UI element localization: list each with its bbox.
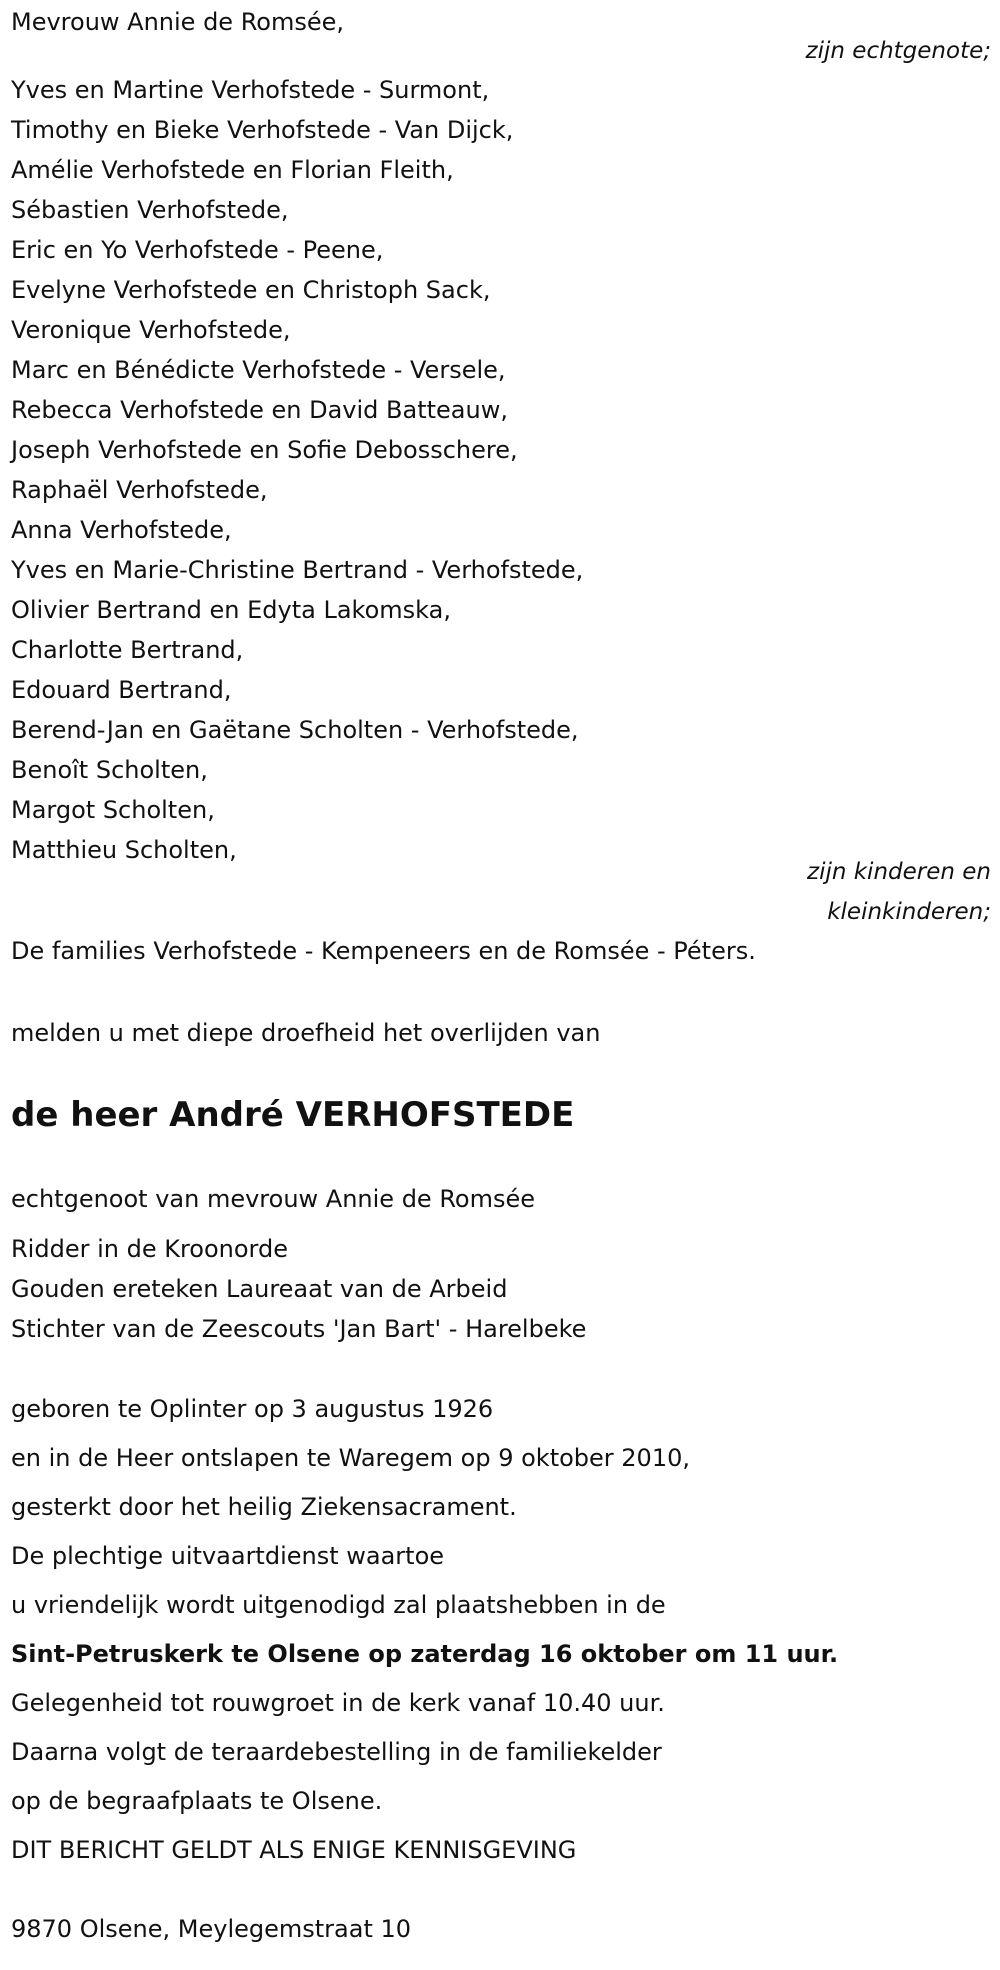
list-item: Amélie Verhofstede en Florian Fleith, — [11, 156, 454, 184]
list-item: Gelegenheid tot rouwgroet in de kerk vanaf 10.40 uur. — [11, 1689, 665, 1717]
address-line: 9870 Olsene, Meylegemstraat 10 — [11, 1915, 412, 1943]
list-item: Margot Scholten, — [11, 796, 215, 824]
list-item: Rebecca Verhofstede en David Batteauw, — [11, 396, 508, 424]
list-item: Veronique Verhofstede, — [11, 316, 291, 344]
list-item: Olivier Bertrand en Edyta Lakomska, — [11, 596, 451, 624]
list-item: Eric en Yo Verhofstede - Peene, — [11, 236, 384, 264]
list-item: Ridder in de Kroonorde — [11, 1235, 288, 1263]
list-item: Charlotte Bertrand, — [11, 636, 244, 664]
spouse-role: zijn echtgenote; — [805, 38, 991, 64]
spouse-of-line: echtgenoot van mevrouw Annie de Romsée — [11, 1185, 536, 1213]
list-item: op de begraafplaats te Olsene. — [11, 1787, 383, 1815]
list-item: DIT BERICHT GELDT ALS ENIGE KENNISGEVING — [11, 1836, 577, 1864]
list-item: Edouard Bertrand, — [11, 676, 232, 704]
list-item: Sébastien Verhofstede, — [11, 196, 289, 224]
list-item: gesterkt door het heilig Ziekensacrament. — [11, 1493, 517, 1521]
list-item: Yves en Marie-Christine Bertrand - Verhofstede, — [11, 556, 584, 584]
list-item: Stichter van de Zeescouts 'Jan Bart' - Harelbeke — [11, 1315, 587, 1343]
list-item: Raphaël Verhofstede, — [11, 476, 268, 504]
ceremony-line: Sint-Petruskerk te Olsene op zaterdag 16 oktober om 11 uur. — [11, 1640, 839, 1668]
list-item: Benoît Scholten, — [11, 756, 208, 784]
list-item: Marc en Bénédicte Verhofstede - Versele, — [11, 356, 506, 384]
deceased-name: de heer André VERHOFSTEDE — [11, 1095, 575, 1135]
list-item: u vriendelijk wordt uitgenodigd zal plaatshebben in de — [11, 1591, 666, 1619]
spouse-line: Mevrouw Annie de Romsée, — [11, 8, 345, 36]
list-item: geboren te Oplinter op 3 augustus 1926 — [11, 1395, 494, 1423]
list-item: Timothy en Bieke Verhofstede - Van Dijck, — [11, 116, 514, 144]
children-role-line2: kleinkinderen; — [827, 899, 991, 925]
list-item: Evelyne Verhofstede en Christoph Sack, — [11, 276, 491, 304]
list-item: Yves en Martine Verhofstede - Surmont, — [11, 76, 490, 104]
list-item: Daarna volgt de teraardebestelling in de familiekelder — [11, 1738, 662, 1766]
list-item: Berend-Jan en Gaëtane Scholten - Verhofstede, — [11, 716, 579, 744]
list-item: Gouden ereteken Laureaat van de Arbeid — [11, 1275, 508, 1303]
announcement-line: melden u met diepe droefheid het overlijden van — [11, 1019, 601, 1047]
list-item: De plechtige uitvaartdienst waartoe — [11, 1542, 445, 1570]
families-line: De families Verhofstede - Kempeneers en de Romsée - Péters. — [11, 937, 756, 965]
list-item: Matthieu Scholten, — [11, 836, 237, 864]
list-item: en in de Heer ontslapen te Waregem op 9 oktober 2010, — [11, 1444, 690, 1472]
list-item: Joseph Verhofstede en Sofie Debosschere, — [11, 436, 518, 464]
children-role-line1: zijn kinderen en — [807, 859, 991, 885]
list-item: Anna Verhofstede, — [11, 516, 232, 544]
